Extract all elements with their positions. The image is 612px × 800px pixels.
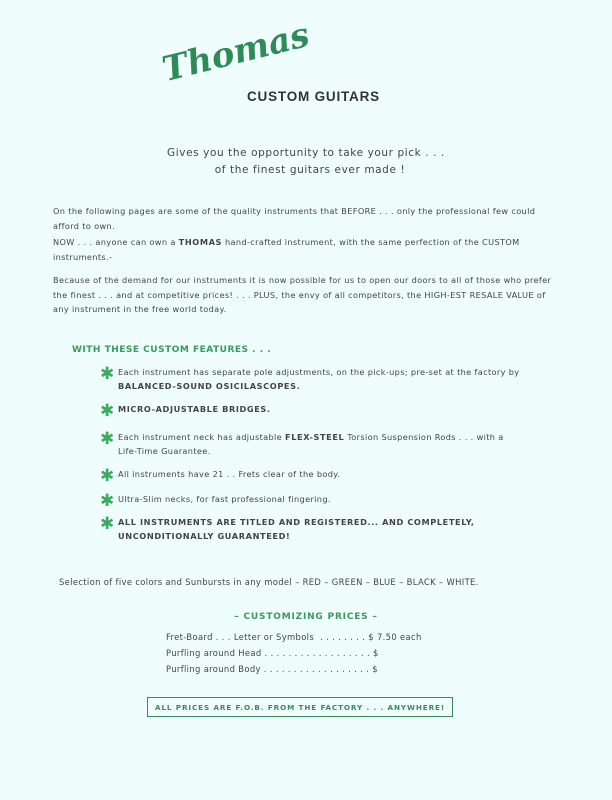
p2-text-b: hand-crafted instrument, with the same perfection of the CUSTOM instruments.- [53,237,520,262]
feature-text [118,430,520,458]
asterisk-icon: ✱ [100,401,115,421]
price-value: $ 7.50 each [368,632,422,642]
feature-item [100,430,520,458]
feature-text-a: Each instrument neck has adjustable [118,432,286,442]
feature-text-c: Torsion Suspension Rods . . . with a Life-Time Guarantee. [118,432,504,456]
intro-paragraph-1: On the following pages are some of the quality instruments that BEFORE . . . only the professional few could afford to own. [53,206,536,231]
feature-text-bold: MICRO-ADJUSTABLE BRIDGES. [118,404,271,414]
thomas-logo: Thomas [158,14,314,90]
feature-text-a: All instruments have 21 . . Frets clear of the body. [118,469,341,479]
price-row [166,632,422,642]
price-row [166,648,379,658]
fob-notice-box: ALL PRICES ARE F.O.B. FROM THE FACTORY . . . ANYWHERE! [147,697,453,717]
price-label: Purfling around Body . . . . . . . . . . . . . . . . . . [166,664,370,674]
feature-text-bold: ALL INSTRUMENTS ARE TITLED AND REGISTERED... AND COMPLETELY, UNCONDITIONALLY GUARANTEED! [118,517,475,541]
asterisk-icon: ✱ [100,491,115,511]
feature-item [100,365,520,393]
intro-paragraph-2 [53,235,563,264]
feature-text [118,492,331,506]
feature-text [118,365,520,393]
features-title: WITH THESE CUSTOM FEATURES . . . [72,345,272,355]
asterisk-icon: ✱ [100,429,115,449]
feature-text-a: Ultra-Slim necks, for fast professional fingering. [118,494,331,504]
feature-text [118,515,520,543]
p2-text-a: NOW . . . anyone can own a [53,237,179,247]
price-value: $ [373,648,379,658]
feature-item [100,467,520,484]
price-label: Fret-Board . . . Letter or Symbols . . . . . . . . [166,632,366,642]
price-label: Purfling around Head . . . . . . . . . . . . . . . . . . [166,648,370,658]
p2-brand: THOMAS [178,237,223,247]
feature-text [118,402,271,416]
asterisk-icon: ✱ [100,514,115,534]
price-value: $ [372,664,378,674]
feature-item [100,515,520,543]
tagline-line-1: Gives you the opportunity to take your pick . . . [167,147,445,159]
tagline-line-2: of the finest guitars ever made ! [214,164,406,176]
feature-text-a: Each instrument has separate pole adjustments, on the pick-ups; pre-set at the factory by [118,367,520,377]
feature-text-bold: FLEX-STEEL [285,432,345,442]
customizing-prices-title: – CUSTOMIZING PRICES – [234,612,378,622]
intro-paragraph-3: Because of the demand for our instruments it is now possible for us to open our doors to all of those who prefer the finest . . . and at competitive prices! . . . PLUS, the envy of all competitors, the HIGH-EST RESALE VALUE of any instrument in the free world today. [53,275,552,314]
brand-subtitle: CUSTOM GUITARS [247,89,380,104]
asterisk-icon: ✱ [100,466,115,486]
feature-text-bold: BALANCED-SOUND OSICILASCOPES. [118,381,301,391]
feature-item [100,402,520,419]
asterisk-icon: ✱ [100,364,115,384]
color-selection-line: Selection of five colors and Sunbursts in any model – RED – GREEN – BLUE – BLACK – WHITE. [59,577,479,587]
feature-item [100,492,520,509]
price-row [166,664,378,674]
feature-text [118,467,340,481]
